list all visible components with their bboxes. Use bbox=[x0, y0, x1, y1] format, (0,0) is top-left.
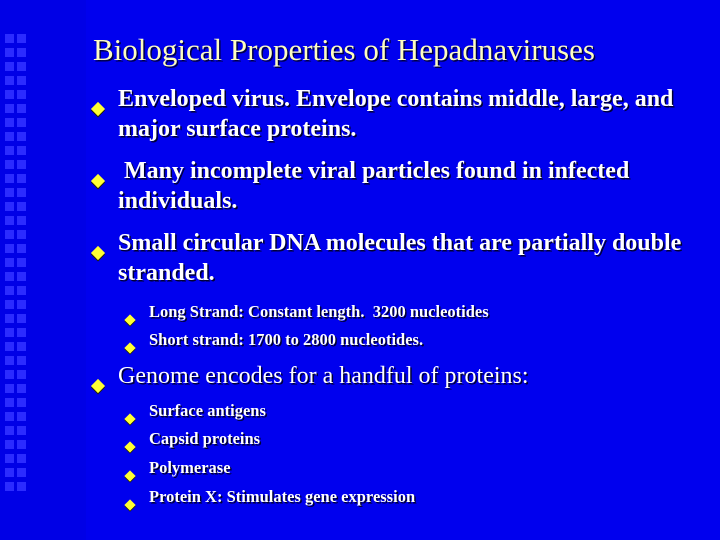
bullet-genome-encodes bbox=[92, 361, 717, 400]
slide-title: Biological Properties of Hepadnaviruses bbox=[93, 32, 595, 67]
sub-bullet-protein-x bbox=[124, 482, 684, 520]
diamond-bullet-icon bbox=[125, 414, 135, 424]
bullet-enveloped-virus bbox=[92, 84, 717, 144]
sub-bullet-text: Surface antigens bbox=[149, 401, 266, 420]
diamond-bullet-icon bbox=[92, 247, 104, 259]
diamond-bullet-icon bbox=[125, 471, 135, 481]
sub-bullet-text: Capsid proteins bbox=[149, 429, 261, 448]
diamond-bullet-icon bbox=[92, 175, 104, 187]
diamond-bullet-icon bbox=[92, 103, 104, 115]
sub-bullet-short-strand bbox=[124, 325, 684, 363]
bullet-text: Genome encodes for a handful of proteins: bbox=[118, 363, 529, 389]
bullet-text: Enveloped virus. Envelope contains middle, large, and major surface proteins. bbox=[118, 86, 674, 142]
sub-bullet-text: Polymerase bbox=[149, 458, 231, 477]
sub-bullet-text: Protein X: Stimulates gene expression bbox=[149, 487, 416, 506]
diamond-bullet-icon bbox=[125, 500, 135, 510]
diamond-bullet-icon bbox=[125, 315, 135, 325]
bullet-text: Small circular DNA molecules that are partially double stranded. bbox=[118, 230, 682, 286]
diamond-bullet-icon bbox=[125, 442, 135, 452]
diamond-bullet-icon bbox=[125, 343, 135, 353]
bullet-text: Many incomplete viral particles found in infected individuals. bbox=[118, 158, 636, 214]
bullet-dna-molecules bbox=[92, 228, 717, 288]
sub-bullet-text: Long Strand: Constant length. 3200 nucleotides bbox=[149, 302, 489, 321]
sub-bullet-text: Short strand: 1700 to 2800 nucleotides. bbox=[149, 330, 424, 349]
diamond-bullet-icon bbox=[92, 380, 104, 392]
bullet-incomplete-particles bbox=[92, 156, 717, 216]
